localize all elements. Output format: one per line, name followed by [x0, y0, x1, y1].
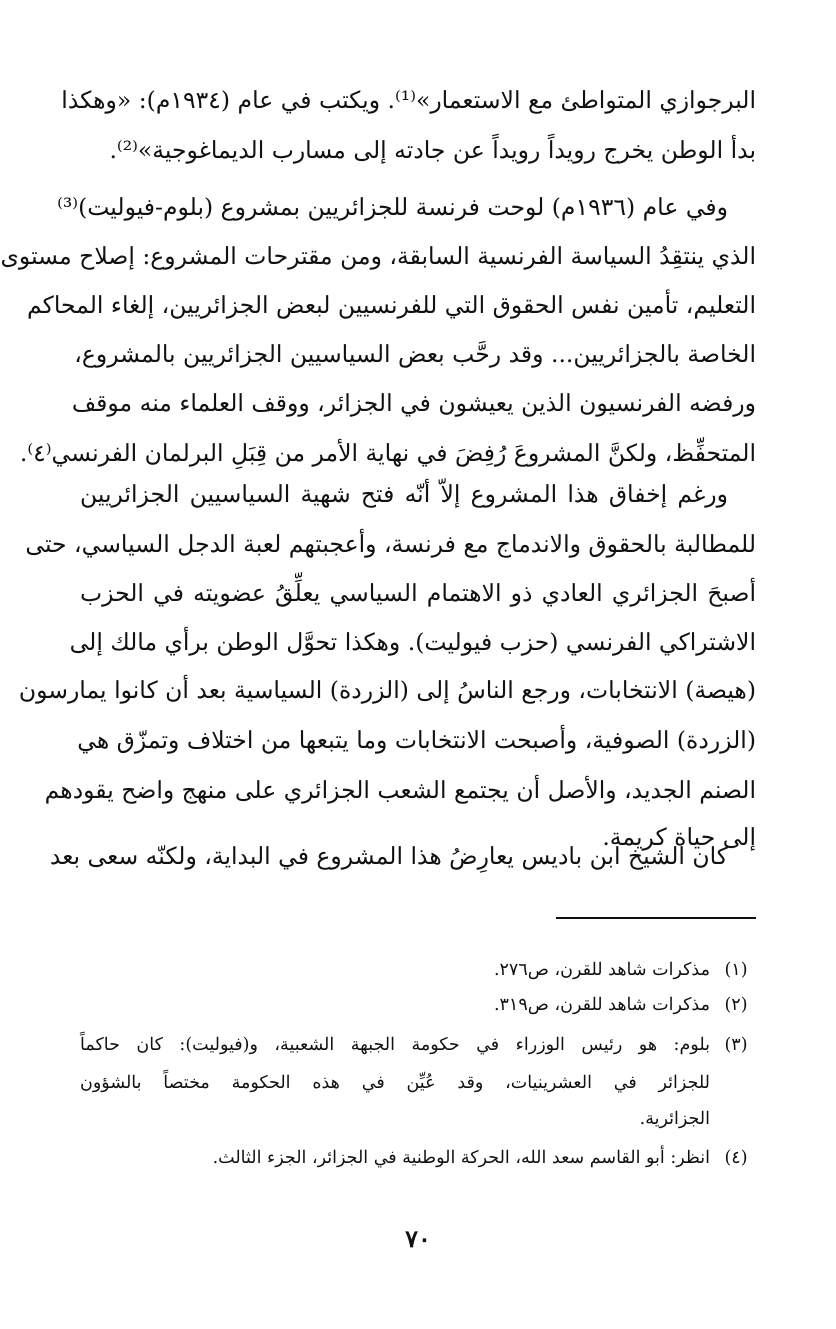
footnote — [80, 1035, 756, 1065]
footnote-text: الجزائرية. — [639, 1109, 710, 1129]
body-line: ورفضه الفرنسيون الذين يعيشون في الجزائر، ووقف العلماء منه موقف — [71, 389, 756, 417]
footnote-text: بلوم: هو رئيس الوزراء في حكومة الجبهة الشعبية، و(فيوليت): كان حاكماً — [80, 1035, 710, 1055]
body-line: كان الشيخ ابن باديس يعارِضُ هذا المشروع في البداية، ولكنّه سعى بعد — [49, 842, 728, 870]
body-line: إلى حياة كريمة. — [602, 823, 756, 851]
body-line: أصبحَ الجزائري العادي ذو الاهتمام السياسي يعلِّقُ عضويته في الحزب — [80, 579, 756, 607]
footnote-continuation — [80, 1073, 756, 1103]
footnote-number: (٣) — [724, 1035, 748, 1055]
footnote-number: (٤) — [724, 1148, 748, 1168]
footnote-text: انظر: أبو القاسم سعد الله، الحركة الوطنية في الجزائر، الجزء الثالث. — [212, 1148, 710, 1168]
footnote-number: (١) — [724, 960, 748, 980]
body-line: التعليم، تأمين نفس الحقوق التي للفرنسيين لبعض الجزائريين، إلغاء المحاكم — [27, 291, 756, 319]
footnote — [80, 960, 756, 990]
page-number: ٧٠ — [405, 1224, 431, 1253]
body-line: المتحفِّظ، ولكنَّ المشروعَ رُفِضَ في نهاية الأمر من قِبَلِ البرلمان الفرنسي⁽٤⁾. — [19, 439, 756, 467]
footnote — [80, 1148, 756, 1178]
body-line: الخاصة بالجزائريين... وقد رحَّب بعض السياسيين الجزائريين بالمشروع، — [74, 340, 756, 368]
footnote-number: (٢) — [724, 995, 748, 1015]
footnote-continuation — [80, 1109, 756, 1139]
body-line: ورغم إخفاق هذا المشروع إلاّ أنّه فتح شهية السياسيين الجزائريين — [80, 480, 728, 508]
body-line: (الزردة) الصوفية، وأصبحت الانتخابات وما يتبعها من اختلاف وتمزّق هي — [77, 726, 756, 754]
footnote-separator — [556, 917, 756, 919]
body-line: بدأ الوطن يخرج رويداً رويداً عن جادته إلى مسارب الديماغوجية»⁽²⁾. — [109, 136, 756, 164]
body-line: الاشتراكي الفرنسي (حزب فيوليت). وهكذا تحوَّل الوطن برأي مالك إلى — [69, 628, 756, 656]
footnote-text: للجزائر في العشرينيات، وقد عُيِّن في هذه الحكومة مختصاً بالشؤون — [80, 1073, 710, 1093]
body-line: للمطالبة بالحقوق والاندماج مع فرنسة، وأعجبتهم لعبة الدجل السياسي، حتى — [25, 530, 756, 558]
footnote-text: مذكرات شاهد للقرن، ص٣١٩. — [493, 995, 710, 1015]
body-line: (هيصة) الانتخابات، ورجع الناسُ إلى (الزردة) السياسية بعد أن كانوا يمارسون — [18, 676, 756, 704]
footnote — [80, 995, 756, 1025]
body-line: وفي عام (١٩٣٦م) لوحت فرنسة للجزائريين بمشروع (بلوم-فيوليت)⁽³⁾ — [57, 193, 728, 221]
body-line: الصنم الجديد، والأصل أن يجتمع الشعب الجزائري على منهج واضح يقودهم — [44, 776, 756, 804]
footnote-text: مذكرات شاهد للقرن، ص٢٧٦. — [493, 960, 710, 980]
body-line: الذي ينتقِدُ السياسة الفرنسية السابقة، ومن مقترحات المشروع: إصلاح مستوى — [0, 242, 756, 270]
body-line: البرجوازي المتواطئ مع الاستعمار»⁽¹⁾. ويكتب في عام (١٩٣٤م): «وهكذا — [61, 86, 756, 114]
